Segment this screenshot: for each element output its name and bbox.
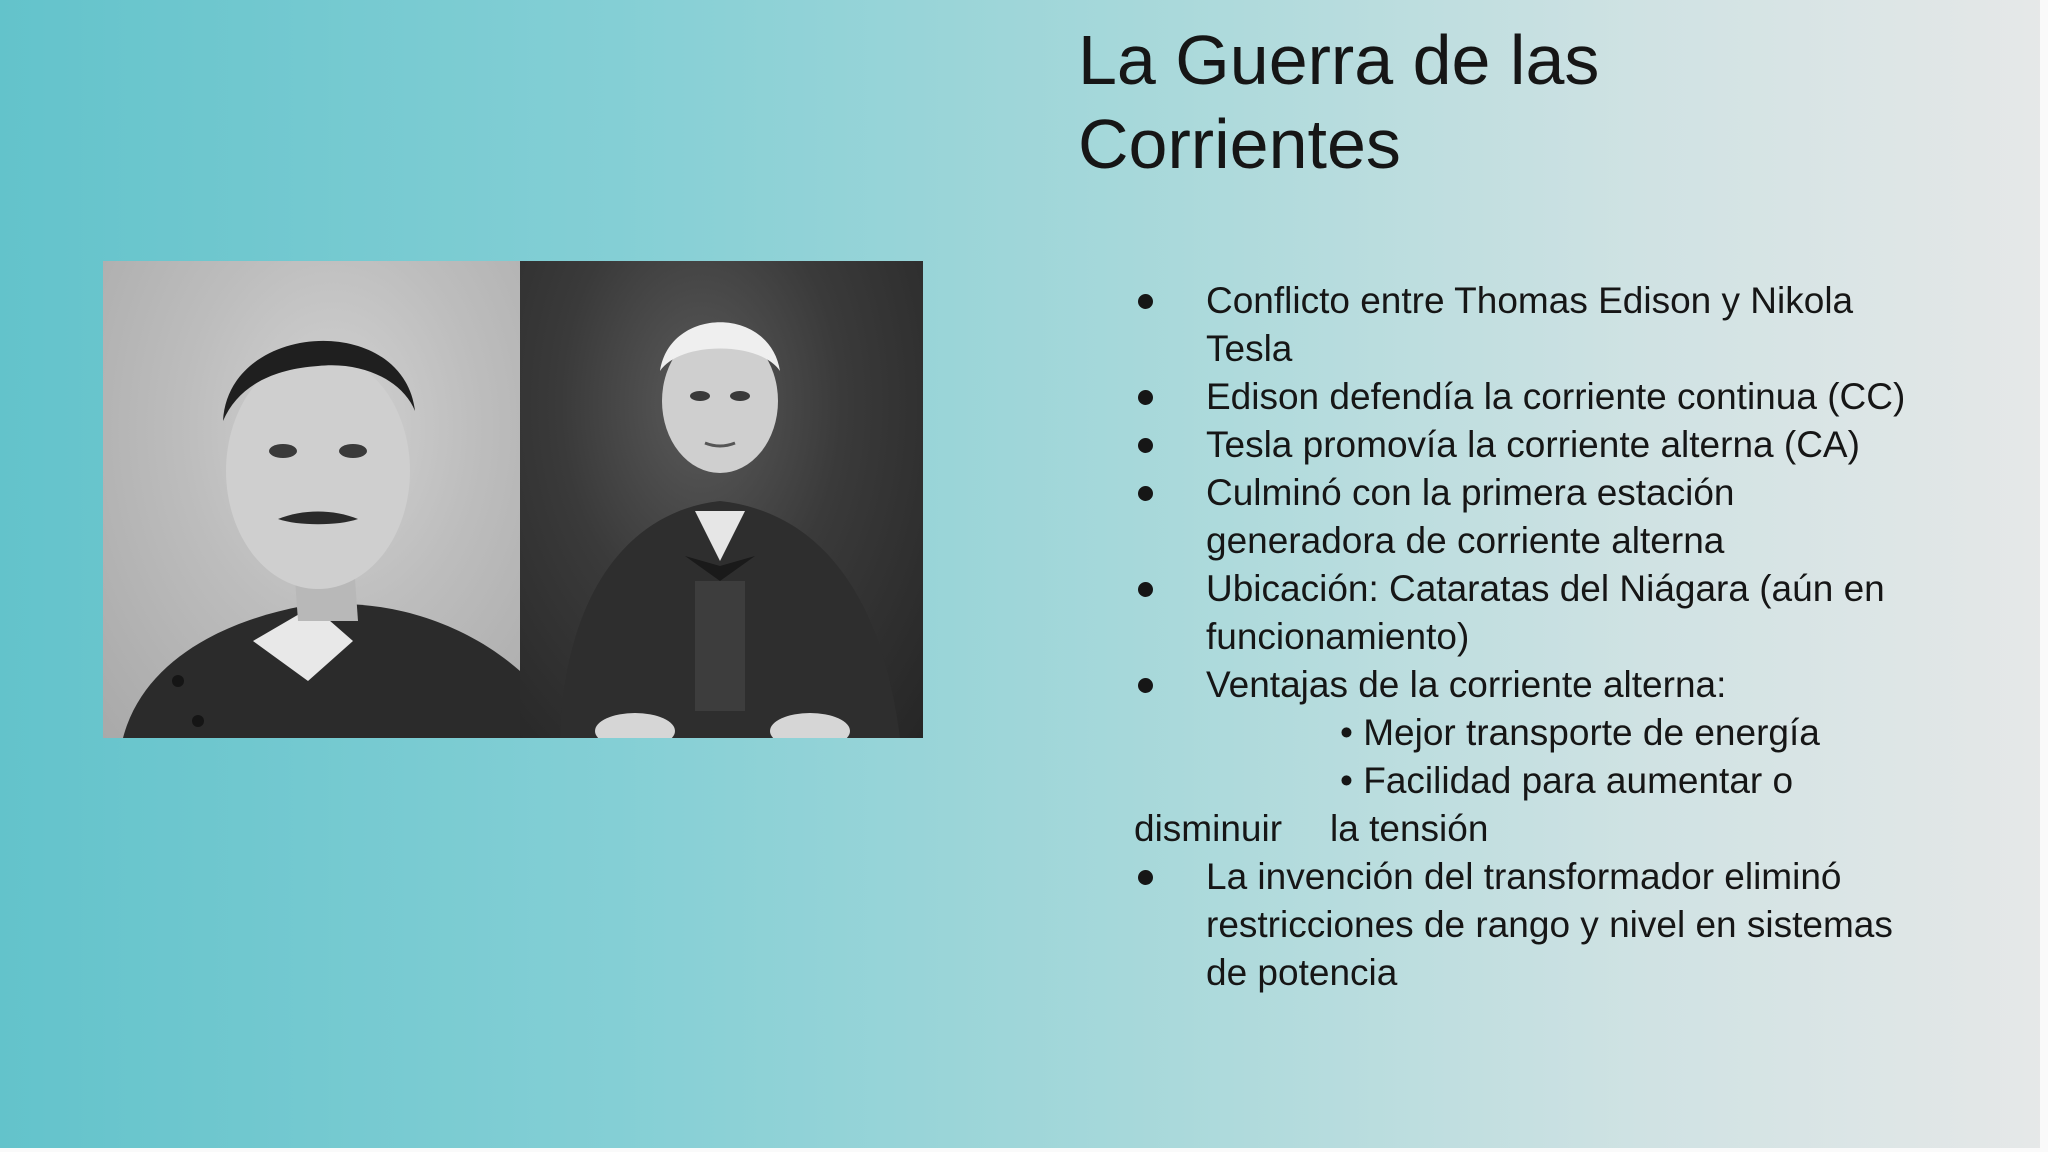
bullet-dot-icon: [1138, 390, 1153, 405]
bullet-dot-icon: [1138, 486, 1153, 501]
slide-bottom-border: [0, 1148, 2048, 1152]
bullet-text-line: Tesla: [1206, 328, 1293, 369]
portrait-photo-left: [103, 261, 520, 738]
slide-right-border: [2040, 0, 2048, 1152]
bullet-dot-icon: [1138, 870, 1153, 885]
bullet-item: [1134, 661, 2014, 709]
bullet-item: [1134, 373, 2014, 421]
bullet-dot-icon: [1138, 678, 1153, 693]
continuation-right-text: la tensión: [1330, 808, 1489, 849]
title-line-1: La Guerra de las: [1078, 21, 1600, 99]
sub-bullet-continuation: [1134, 805, 2014, 853]
bullet-text-line: de potencia: [1206, 952, 1398, 993]
bullet-text-line: Conflicto entre Thomas Edison y Nikola: [1206, 280, 1854, 321]
bullet-text-line: Edison defendía la corriente continua (CC): [1206, 376, 1906, 417]
bullet-item: [1134, 421, 2014, 469]
bullet-text-line: Ventajas de la corriente alterna:: [1206, 664, 1727, 705]
bullet-text-line: funcionamiento): [1206, 616, 1470, 657]
bullet-text-line: Ubicación: Cataratas del Niágara (aún en: [1206, 568, 1885, 609]
portrait-photo-icon: [520, 261, 923, 738]
bullet-text-line: La invención del transformador eliminó: [1206, 856, 1842, 897]
bullet-dot-icon: [1138, 294, 1153, 309]
continuation-left-text: disminuir: [1134, 808, 1283, 849]
bullet-item: [1134, 853, 2014, 997]
sub-bullet-item: • Facilidad para aumentar o: [1340, 760, 1794, 801]
bullet-list: [1134, 277, 2014, 997]
bullet-text-line: generadora de corriente alterna: [1206, 520, 1725, 561]
bullet-text-line: Tesla promovía la corriente alterna (CA): [1206, 424, 1860, 465]
portrait-photo-icon: [103, 261, 520, 738]
bullet-item: [1134, 565, 2014, 661]
bullet-dot-icon: [1138, 582, 1153, 597]
bullet-dot-icon: [1138, 438, 1153, 453]
portrait-photo-right: [520, 261, 923, 738]
slide-title: [1078, 18, 1978, 186]
bullet-item: [1134, 277, 2014, 373]
bullet-text-line: Culminó con la primera estación: [1206, 472, 1735, 513]
title-line-2: Corrientes: [1078, 105, 1401, 183]
bullet-text-line: restricciones de rango y nivel en sistemas: [1206, 904, 1893, 945]
bullet-item: [1134, 469, 2014, 565]
portrait-photos: [103, 261, 923, 738]
sub-bullet-item: • Mejor transporte de energía: [1340, 712, 1820, 753]
